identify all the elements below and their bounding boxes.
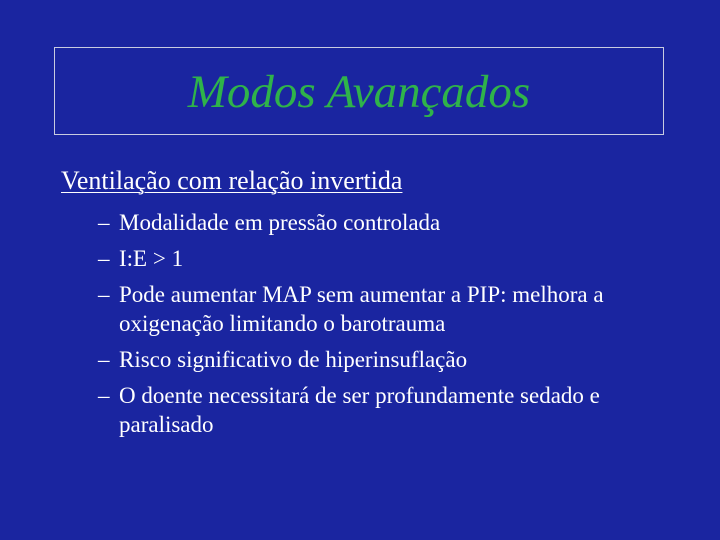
dash-marker: – <box>98 347 110 372</box>
section-heading: Ventilação com relação invertida <box>61 166 403 195</box>
title-box <box>54 47 664 135</box>
list-item <box>98 381 698 439</box>
slide-title: Modos Avançados <box>187 65 531 118</box>
dash-marker: – <box>98 210 110 235</box>
dash-marker: – <box>98 246 110 271</box>
dash-marker: – <box>98 282 110 307</box>
bullet-text: O doente necessitará de ser profundamente sedado e paralisado <box>119 383 600 437</box>
bullet-text: I:E > 1 <box>119 246 184 271</box>
dash-marker: – <box>98 383 110 408</box>
bullet-text: Modalidade em pressão controlada <box>119 210 441 235</box>
bullet-text: Risco significativo de hiperinsuflação <box>119 347 468 372</box>
list-item <box>98 345 698 374</box>
list-item <box>98 244 698 273</box>
bullet-list <box>98 208 698 446</box>
bullet-text: Pode aumentar MAP sem aumentar a PIP: melhora a oxigenação limitando o barotrauma <box>119 282 604 336</box>
list-item <box>98 208 698 237</box>
list-item <box>98 280 698 338</box>
